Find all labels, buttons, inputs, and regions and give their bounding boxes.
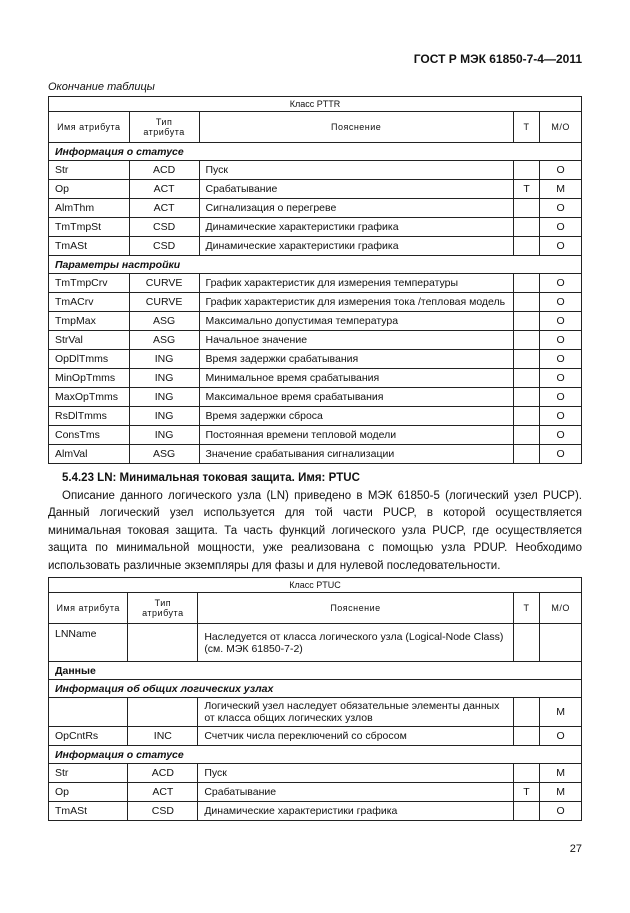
attr-mo: M [540, 764, 582, 783]
attr-mo: O [540, 237, 582, 256]
attr-type: ASG [129, 312, 199, 331]
attr-name: AlmVal [49, 445, 130, 464]
attr-name: Str [49, 764, 128, 783]
attr-name: TmTmpSt [49, 218, 130, 237]
attr-name: MinOpTmms [49, 369, 130, 388]
attr-mo: O [540, 388, 582, 407]
attr-name: TmACrv [49, 293, 130, 312]
attr-desc: Постоянная времени тепловой модели [199, 426, 513, 445]
table-row [49, 445, 582, 464]
attr-t [513, 764, 540, 783]
attr-desc: Динамические характеристики графика [199, 218, 513, 237]
col-header-t: T [513, 593, 540, 624]
attr-type: CSD [129, 218, 199, 237]
section-title: Информация о статусе [49, 143, 582, 161]
attr-name: OpDlTmms [49, 350, 130, 369]
attr-type: ACT [129, 180, 199, 199]
class-title: Класс PTUC [49, 578, 582, 593]
data-section-title: Данные [49, 662, 582, 680]
attr-desc: Логический узел наследует обязательные элементы данных от класса общих логических узлов [198, 698, 513, 727]
attr-t [513, 445, 539, 464]
col-header-name: Имя атрибута [49, 593, 128, 624]
attr-mo: O [540, 407, 582, 426]
col-header-t: T [513, 112, 539, 143]
attr-t [513, 218, 539, 237]
attr-name: ConsTms [49, 426, 130, 445]
attr-type: ING [129, 407, 199, 426]
attr-name: AlmThm [49, 199, 130, 218]
attr-name: TmASt [49, 237, 130, 256]
attr-mo: O [540, 350, 582, 369]
table-row [49, 350, 582, 369]
attr-name: MaxOpTmms [49, 388, 130, 407]
table-row [49, 331, 582, 350]
table-row [49, 274, 582, 293]
attr-name [49, 698, 128, 727]
table-caption: Окончание таблицы [48, 81, 155, 93]
attr-mo: O [540, 802, 582, 821]
table-row [49, 407, 582, 426]
attr-type: ACT [128, 783, 198, 802]
attr-mo: O [540, 293, 582, 312]
attr-t [513, 350, 539, 369]
section-title: Параметры настройки [49, 256, 582, 274]
attr-mo: O [540, 274, 582, 293]
attr-mo: M [540, 698, 582, 727]
section-paragraph: Описание данного логического узла (LN) приведено в МЭК 61850-5 (логический узел PUCP). Данный логический узел используется для той части PUCP, в которой осуществляется минимальная токовая защита. Та часть функций логического узла PUCP, где осуществляется защита по минимальной мощности, уже реализована с помощью узла PDUP. Необходимо использовать различные экземпляры для фазы и для нулевой последовательности. [48, 489, 582, 572]
table-row [49, 312, 582, 331]
table-row [49, 293, 582, 312]
attr-mo: M [540, 783, 582, 802]
section-5-4-23 [48, 470, 582, 575]
attr-type: ING [129, 369, 199, 388]
attr-mo: O [540, 331, 582, 350]
attr-name: OpCntRs [49, 727, 128, 746]
attr-mo: O [540, 161, 582, 180]
attr-name: StrVal [49, 331, 130, 350]
attr-mo: O [540, 218, 582, 237]
attr-name: RsDlTmms [49, 407, 130, 426]
attr-t: T [513, 180, 539, 199]
attr-mo: O [540, 445, 582, 464]
attr-t [513, 199, 539, 218]
attr-t [513, 426, 539, 445]
attr-desc: Срабатывание [199, 180, 513, 199]
table-row [49, 369, 582, 388]
attr-type [128, 698, 198, 727]
col-header-mo: М/О [540, 593, 582, 624]
attr-desc: Начальное значение [199, 331, 513, 350]
table-row [49, 388, 582, 407]
attr-type: INC [128, 727, 198, 746]
attr-desc: График характеристик для измерения температуры [199, 274, 513, 293]
attr-t [513, 237, 539, 256]
attr-type: ACD [128, 764, 198, 783]
attr-mo: O [540, 727, 582, 746]
table-row [49, 237, 582, 256]
attr-type: CSD [128, 802, 198, 821]
attr-t [513, 293, 539, 312]
ptuc-table [48, 577, 582, 821]
status-section-title: Информация о статусе [49, 746, 582, 764]
attr-desc: Пуск [199, 161, 513, 180]
class-title: Класс PTTR [49, 97, 582, 112]
attr-t [513, 331, 539, 350]
attr-type: ACT [129, 199, 199, 218]
attr-name: TmTmpCrv [49, 274, 130, 293]
table-row [49, 218, 582, 237]
attr-name: Str [49, 161, 130, 180]
attr-t [513, 388, 539, 407]
lnname-desc: Наследуется от класса логического узла (Logical-Node Class) (см. МЭК 61850-7-2) [198, 624, 513, 662]
attr-mo: O [540, 312, 582, 331]
attr-type: ING [129, 350, 199, 369]
attr-t [513, 161, 539, 180]
attr-type: ING [129, 426, 199, 445]
attr-type: CURVE [129, 293, 199, 312]
col-header-mo: М/О [540, 112, 582, 143]
attr-t [513, 369, 539, 388]
table-row [49, 727, 582, 746]
attr-name: Op [49, 180, 130, 199]
attr-desc: Сигнализация о перегреве [199, 199, 513, 218]
table-row [49, 802, 582, 821]
attr-type: CURVE [129, 274, 199, 293]
col-header-type: Тип атрибута [128, 593, 198, 624]
table-row [49, 199, 582, 218]
table-row [49, 764, 582, 783]
attr-desc: Значение срабатывания сигнализации [199, 445, 513, 464]
attr-desc: Максимальное время срабатывания [199, 388, 513, 407]
attr-type: CSD [129, 237, 199, 256]
attr-desc: Динамические характеристики графика [198, 802, 513, 821]
attr-desc: Время задержки сброса [199, 407, 513, 426]
lnname-cell: LNName [49, 624, 128, 662]
attr-t [513, 698, 540, 727]
attr-name: TmpMax [49, 312, 130, 331]
col-header-name: Имя атрибута [49, 112, 130, 143]
table-row [49, 426, 582, 445]
attr-mo: O [540, 199, 582, 218]
attr-type: ASG [129, 445, 199, 464]
table-row [49, 698, 582, 727]
attr-desc: Пуск [198, 764, 513, 783]
attr-type: ASG [129, 331, 199, 350]
common-section-title: Информация об общих логических узлах [49, 680, 582, 698]
col-header-desc: Пояснение [199, 112, 513, 143]
attr-mo: O [540, 369, 582, 388]
attr-t [513, 802, 540, 821]
attr-desc: Максимально допустимая температура [199, 312, 513, 331]
attr-t: T [513, 783, 540, 802]
attr-t [513, 274, 539, 293]
attr-desc: Минимальное время срабатывания [199, 369, 513, 388]
attr-name: TmASt [49, 802, 128, 821]
attr-desc: Срабатывание [198, 783, 513, 802]
table-row [49, 161, 582, 180]
attr-t [513, 312, 539, 331]
col-header-type: Тип атрибута [129, 112, 199, 143]
document-header: ГОСТ Р МЭК 61850-7-4—2011 [413, 52, 582, 66]
attr-mo: O [540, 426, 582, 445]
attr-desc: Время задержки срабатывания [199, 350, 513, 369]
attr-desc: График характеристик для измерения тока /тепловая модель [199, 293, 513, 312]
attr-type: ACD [129, 161, 199, 180]
attr-t [513, 727, 540, 746]
attr-desc: Счетчик числа переключений со сбросом [198, 727, 513, 746]
attr-t [513, 407, 539, 426]
attr-type: ING [129, 388, 199, 407]
section-heading: 5.4.23 LN: Минимальная токовая защита. Имя: PTUC [62, 472, 360, 484]
pttr-table [48, 96, 582, 464]
page-number: 27 [569, 843, 582, 855]
attr-name: Op [49, 783, 128, 802]
table-row [49, 783, 582, 802]
table-row [49, 180, 582, 199]
attr-mo: M [540, 180, 582, 199]
col-header-desc: Пояснение [198, 593, 513, 624]
attr-desc: Динамические характеристики графика [199, 237, 513, 256]
